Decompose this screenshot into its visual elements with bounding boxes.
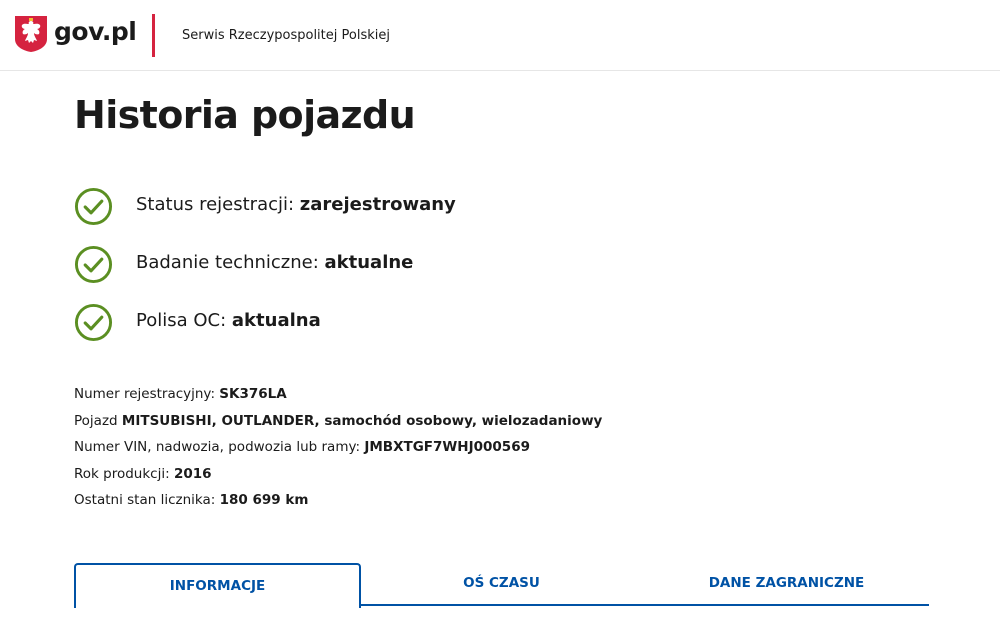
detail-vehicle bbox=[74, 410, 602, 437]
status-value: zarejestrowany bbox=[299, 194, 456, 215]
detail-value: 180 699 km bbox=[219, 492, 309, 509]
detail-label: Pojazd bbox=[74, 412, 118, 429]
detail-label: Numer VIN, nadwozia, podwozia lub ramy: bbox=[74, 439, 361, 456]
service-name: Serwis Rzeczypospolitej Polskiej bbox=[182, 28, 390, 43]
tab-dane-zagraniczne[interactable]: DANE ZAGRANICZNE bbox=[708, 575, 865, 591]
detail-vin bbox=[74, 436, 602, 463]
status-insurance-text bbox=[136, 310, 321, 331]
detail-value: 2016 bbox=[173, 465, 212, 482]
check-circle-icon bbox=[74, 245, 113, 284]
gov-pl-logo-link[interactable]: gov.pl bbox=[54, 17, 137, 46]
header-divider bbox=[152, 14, 155, 57]
status-value: aktualne bbox=[324, 252, 414, 273]
detail-label: Ostatni stan licznika: bbox=[74, 492, 216, 509]
status-registration-text bbox=[136, 194, 456, 215]
detail-value: MITSUBISHI, OUTLANDER, samochód osobowy, wielozadaniowy bbox=[121, 412, 603, 429]
status-value: aktualna bbox=[231, 310, 321, 331]
tab-bar bbox=[74, 563, 929, 606]
detail-registration-number bbox=[74, 383, 602, 410]
vehicle-details bbox=[74, 383, 602, 516]
detail-label: Numer rejestracyjny: bbox=[74, 386, 215, 402]
status-label: Badanie techniczne: bbox=[136, 252, 319, 273]
detail-value: SK376LA bbox=[219, 386, 287, 402]
detail-value: JMBXTGF7WHJ000569 bbox=[364, 439, 530, 456]
status-inspection-text bbox=[136, 252, 413, 273]
detail-label: Rok produkcji: bbox=[74, 465, 170, 482]
page-title: Historia pojazdu bbox=[74, 93, 416, 137]
tab-os-czasu[interactable]: OŚ CZASU bbox=[463, 575, 540, 591]
tab-informacje[interactable]: INFORMACJE bbox=[74, 563, 361, 608]
polish-eagle-emblem-icon[interactable] bbox=[14, 15, 48, 53]
check-circle-icon bbox=[74, 303, 113, 342]
check-circle-icon bbox=[74, 187, 113, 226]
site-header bbox=[0, 0, 1000, 71]
status-label: Polisa OC: bbox=[136, 310, 227, 331]
detail-production-year bbox=[74, 463, 602, 490]
detail-odometer bbox=[74, 489, 602, 516]
status-label: Status rejestracji: bbox=[136, 194, 295, 215]
